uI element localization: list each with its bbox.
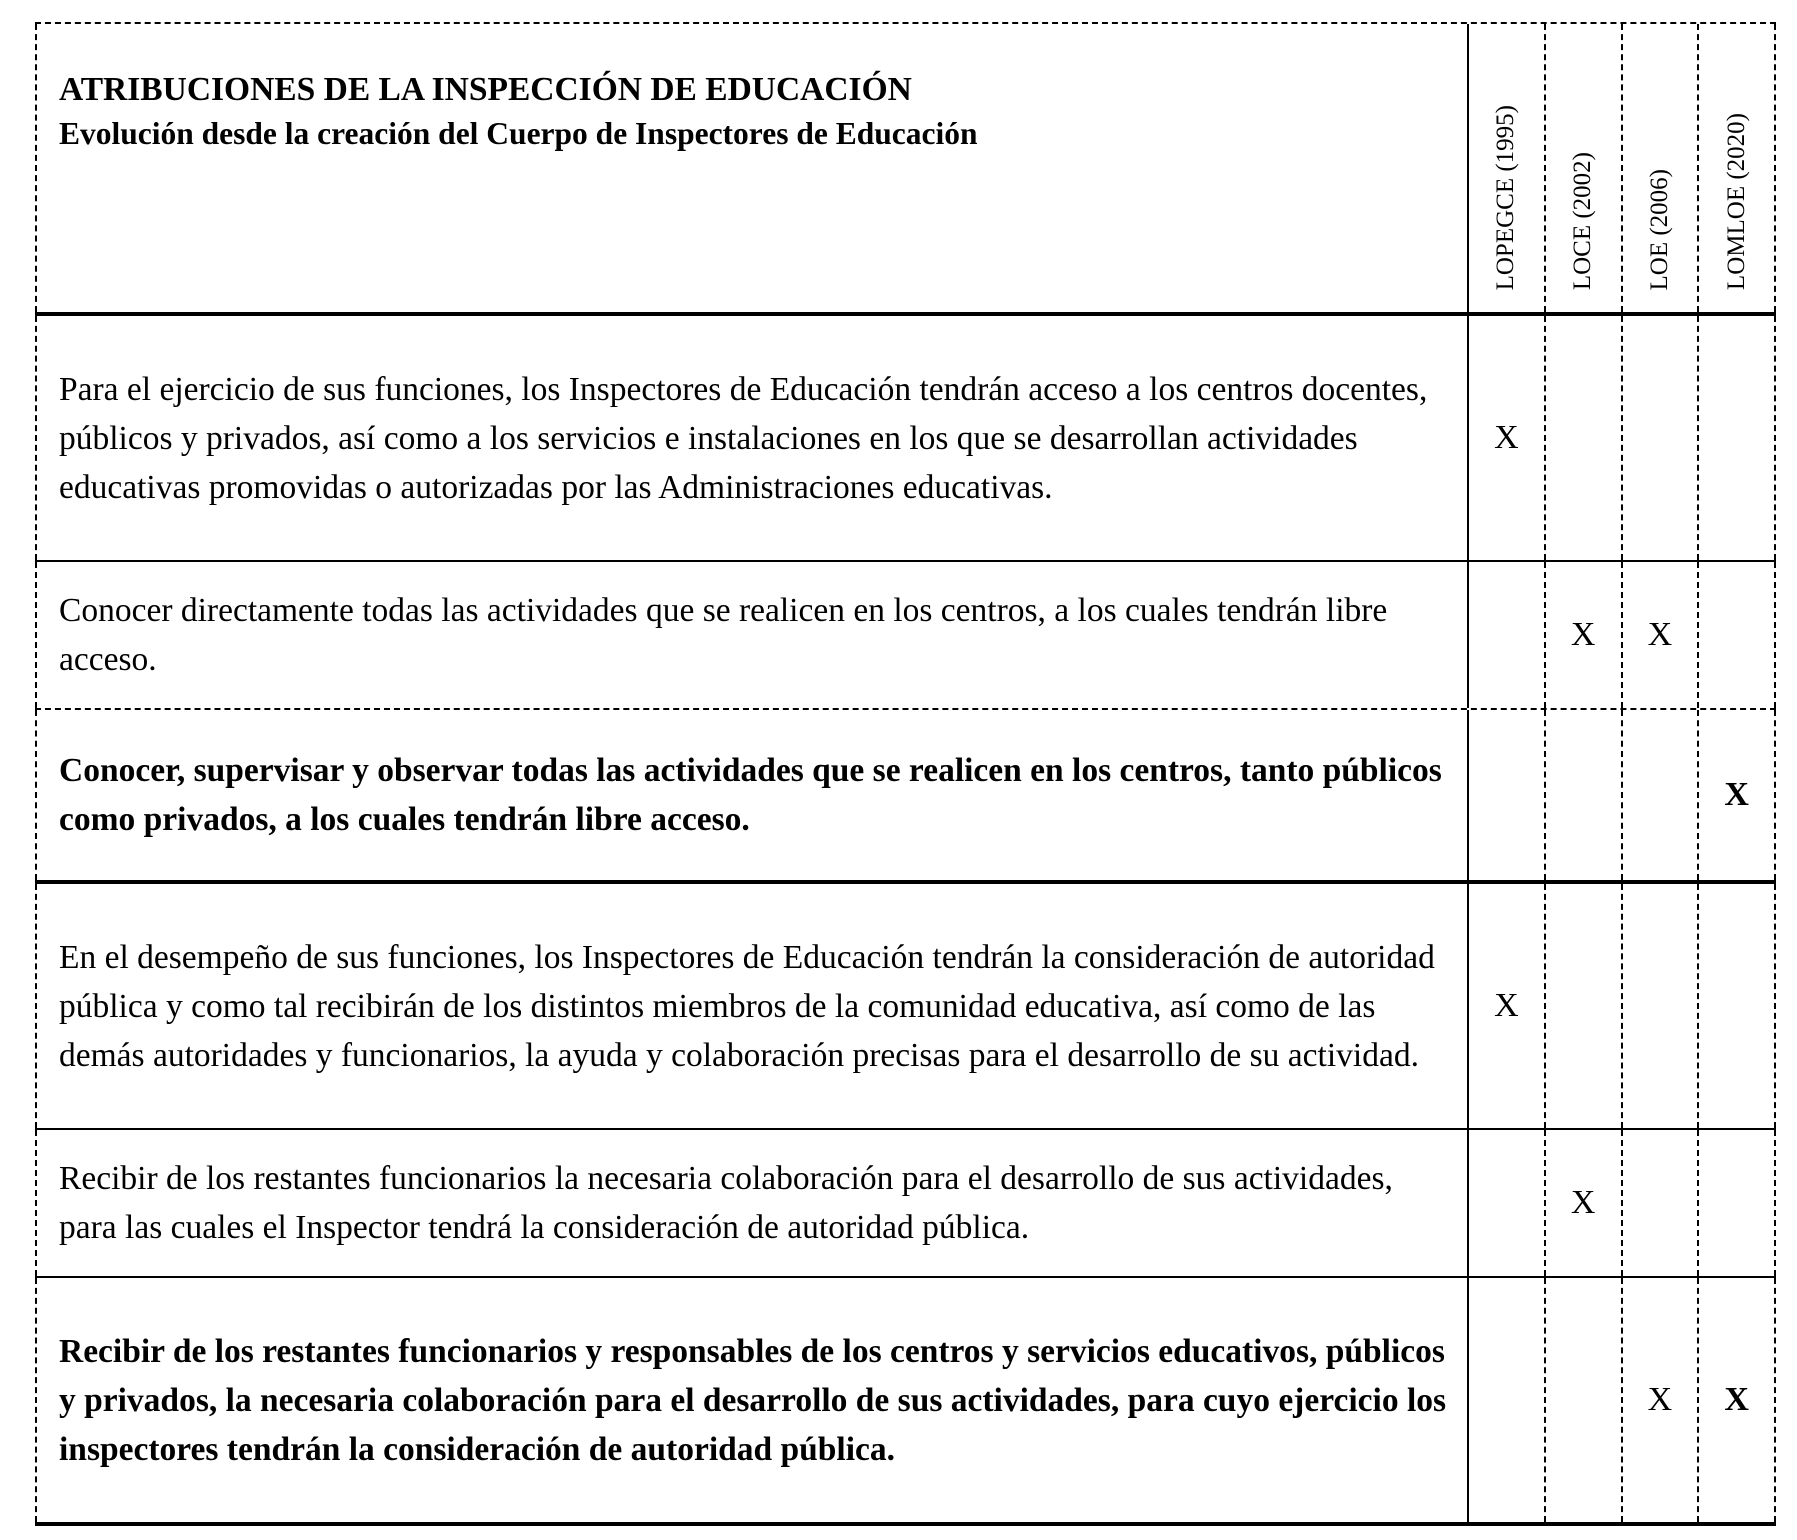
mark-cell (1469, 562, 1546, 708)
mark-cell: X (1469, 884, 1546, 1128)
table-title-cell (35, 24, 1469, 312)
column-label: LOCE (2002) (1569, 151, 1597, 290)
column-header-lopegce (1469, 24, 1546, 312)
mark-cell (1699, 562, 1776, 708)
table-title: ATRIBUCIONES DE LA INSPECCIÓN DE EDUCACIÓN (59, 71, 912, 108)
mark-cell: X (1469, 316, 1546, 560)
mark-cell (1699, 316, 1776, 560)
column-header-lomloe (1699, 24, 1776, 312)
column-label: LOMLOE (2020) (1722, 112, 1750, 290)
mark-cell (1699, 1130, 1776, 1276)
table-subtitle: Evolución desde la creación del Cuerpo de Inspectores de Educación (59, 116, 978, 151)
column-header-loce (1546, 24, 1623, 312)
mark-cell: X (1623, 562, 1700, 708)
mark-cell (1546, 710, 1623, 880)
mark-cell (1469, 1278, 1546, 1522)
row-text: Conocer, supervisar y observar todas las actividades que se realicen en los centros, tanto públicos como privados, a los cuales tendrán libre acceso. (35, 710, 1469, 880)
row-text: Recibir de los restantes funcionarios y responsables de los centros y servicios educativos, públicos y privados, la necesaria colaboración para el desarrollo de sus actividades, para cuyo ejercicio los inspectores tendrán la consideración de autoridad pública. (35, 1278, 1469, 1522)
table-row (35, 312, 1776, 560)
mark-cell (1469, 1130, 1546, 1276)
mark-cell (1623, 884, 1700, 1128)
row-text: Recibir de los restantes funcionarios la necesaria colaboración para el desarrollo de sus actividades, para las cuales el Inspector tendrá la consideración de autoridad pública. (35, 1130, 1469, 1276)
column-label: LOPEGCE (1995) (1492, 104, 1520, 290)
table-header-row (35, 22, 1776, 312)
column-label: LOE (2006) (1645, 168, 1673, 290)
mark-cell (1623, 710, 1700, 880)
row-text: Para el ejercicio de sus funciones, los Inspectores de Educación tendrán acceso a los centros docentes, públicos y privados, así como a los servicios e instalaciones en los que se desarrollan actividades educativas promovidas o autorizadas por las Administraciones educativas. (35, 316, 1469, 560)
mark-cell (1546, 1278, 1623, 1522)
mark-cell (1546, 884, 1623, 1128)
mark-cell (1623, 1130, 1700, 1276)
mark-cell: X (1699, 1278, 1776, 1522)
table-row (35, 1276, 1776, 1526)
column-header-loe (1623, 24, 1700, 312)
row-text: En el desempeño de sus funciones, los Inspectores de Educación tendrán la consideración de autoridad pública y como tal recibirán de los distintos miembros de la comunidad educativa, así como de las demás autoridades y funcionarios, la ayuda y colaboración precisas para el desarrollo de su actividad. (35, 884, 1469, 1128)
table-row (35, 1128, 1776, 1276)
mark-cell: X (1623, 1278, 1700, 1522)
table-row (35, 708, 1776, 880)
table-row (35, 880, 1776, 1128)
mark-cell: X (1699, 710, 1776, 880)
mark-cell (1699, 884, 1776, 1128)
row-text: Conocer directamente todas las actividades que se realicen en los centros, a los cuales tendrán libre acceso. (35, 562, 1469, 708)
mark-cell (1546, 316, 1623, 560)
mark-cell: X (1546, 1130, 1623, 1276)
mark-cell (1623, 316, 1700, 560)
mark-cell: X (1546, 562, 1623, 708)
table-row (35, 560, 1776, 708)
attributions-table (35, 22, 1776, 1526)
mark-cell (1469, 710, 1546, 880)
